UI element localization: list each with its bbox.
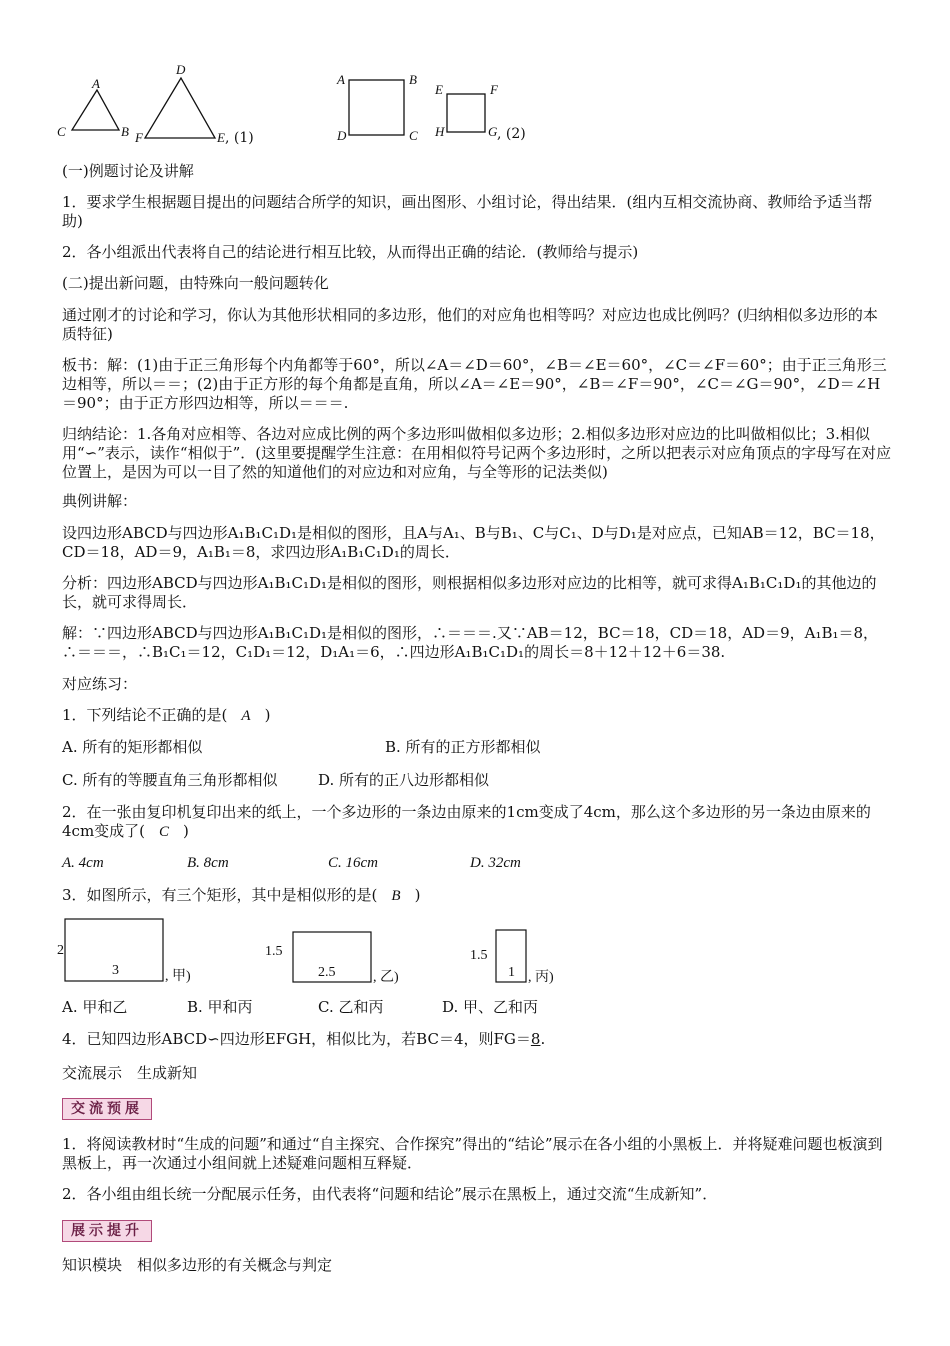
question-4 xyxy=(62,1030,892,1049)
question-3-option-d: D. 甲、乙和丙 xyxy=(442,998,539,1016)
rectangle-bing-width: 1 xyxy=(508,965,515,980)
question-3-answer: B xyxy=(391,888,401,904)
rectangle-yi-width: 2.5 xyxy=(318,965,336,980)
rectangle-yi-tag: , 乙) xyxy=(373,970,399,985)
section-heading-3: 典例讲解： xyxy=(62,492,138,510)
paragraph-6-example: 设四边形ABCD与四边形A₁B₁C₁D₁是相似的图形，且A与A₁、B与B₁、C与C₁、D与D₁是对应点，已知AB＝12，BC＝18，CD＝18，AD＝9，A₁B₁＝8，求四边形A₁B₁C₁D₁的周长． xyxy=(62,524,885,561)
question-2-option-d: D. 32cm xyxy=(470,855,521,871)
question-4-end: . xyxy=(540,1030,546,1048)
question-1-close: ) xyxy=(264,706,271,724)
label-D: D xyxy=(176,62,186,77)
paragraph-7-analysis: 分析：四边形ABCD与四边形A₁B₁C₁D₁是相似的图形，则根据相似多边形对应边的比相等，就可求得A₁B₁C₁D₁的其他边的长，就可求得周长． xyxy=(62,574,877,611)
figure-tag-1: , (1) xyxy=(225,130,254,146)
question-3-option-b: B. 甲和丙 xyxy=(187,998,253,1016)
question-2-option-b: B. 8cm xyxy=(187,855,229,871)
badge-display-improve: 展示提升 xyxy=(62,1220,152,1242)
rectangle-jia-tag: , 甲) xyxy=(165,969,191,984)
rectangle-yi-shape xyxy=(265,930,425,986)
question-1-stem: 1．下列结论不正确的是( xyxy=(62,706,228,724)
question-3-stem: 3．如图所示，有三个矩形，其中是相似形的是( xyxy=(62,886,378,904)
badge-exchange-preview: 交流预展 xyxy=(62,1098,152,1120)
question-4-text: 4．已知四边形ABCD∽四边形EFGH，相似比为，若BC＝4，则FG＝ xyxy=(62,1030,531,1048)
label-sq-D: D xyxy=(337,128,347,143)
section-heading-1: (一)例题讨论及讲解 xyxy=(62,162,194,180)
question-1-answer: A xyxy=(241,708,251,724)
question-2-option-a: A. 4cm xyxy=(62,855,104,871)
question-3-close: ) xyxy=(414,886,421,904)
paragraph-2: 2．各小组派出代表将自己的结论进行相互比较，从而得出正确的结论．(教师给与提示) xyxy=(62,243,639,261)
question-2-close: ) xyxy=(183,822,189,840)
section-heading-5: 交流展示 生成新知 xyxy=(62,1064,198,1082)
paragraph-10: 2．各小组由组长统一分配展示任务，由代表将“问题和结论”展示在黑板上，通过交流“生成新知”． xyxy=(62,1185,718,1203)
section-heading-4: 对应练习： xyxy=(62,675,138,693)
paragraph-4-board: 板书：解：(1)由于正三角形每个内角都等于60°，所以∠A＝∠D＝60°，∠B＝∠E＝60°，∠C＝∠F＝60°；由于正三角形三边相等，所以＝＝；(2)由于正方形的每个角都是直角，所以∠A＝∠E＝90°，∠B＝∠F＝90°，∠C＝∠G＝90°，∠D＝∠H＝90°；由于正方形四边相等，所以＝＝＝. xyxy=(62,356,887,412)
rectangle-bing-tag: , 丙) xyxy=(528,970,554,985)
rectangle-bing xyxy=(470,928,580,986)
question-1-option-b: B. 所有的正方形都相似 xyxy=(385,738,541,756)
section-heading-6: 知识模块 相似多边形的有关概念与判定 xyxy=(62,1256,333,1274)
paragraph-8-solution: 解：∵四边形ABCD与四边形A₁B₁C₁D₁是相似的图形，∴＝＝＝.又∵AB＝12，BC＝18，CD＝18，AD＝9，A₁B₁＝8，∴＝＝＝，∴B₁C₁＝12，C₁D₁＝12，D₁A₁＝6，∴四边形A₁B₁C₁D₁的周长＝8＋12＋12＋6＝38. xyxy=(62,624,879,661)
question-3-option-c: C. 乙和丙 xyxy=(318,998,384,1016)
label-sq-B: B xyxy=(409,72,417,87)
question-3-option-a: A. 甲和乙 xyxy=(62,998,128,1016)
rectangle-jia-width: 3 xyxy=(112,963,119,978)
figure-1 xyxy=(55,58,285,148)
label-B: B xyxy=(121,124,129,139)
question-2-stem: 2．在一张由复印机复印出来的纸上，一个多边形的一条边由原来的1cm变成了4cm，那么这个多边形的另一条边由原来的4cm变成了( xyxy=(62,803,871,840)
figure-tag-2: , (2) xyxy=(497,126,526,142)
label-sq-C: C xyxy=(409,128,418,143)
label-C: C xyxy=(57,124,66,139)
label-sq-E: E xyxy=(435,82,443,97)
rectangle-jia-shape xyxy=(55,917,215,985)
paragraph-9: 1．将阅读教材时“生成的问题”和通过“自主探究、合作探究”得出的“结论”展示在各小组的小黑板上．并将疑难问题也板演到黑板上，再一次通过小组间就上述疑难问题相互释疑． xyxy=(62,1135,883,1172)
question-1-option-c: C. 所有的等腰直角三角形都相似 xyxy=(62,771,278,789)
question-2-option-c: C. 16cm xyxy=(328,855,378,871)
label-A: A xyxy=(92,76,100,91)
question-4-answer: 8 xyxy=(530,1030,541,1048)
paragraph-5-conclusion: 归纳结论：1.各角对应相等、各边对应成比例的两个多边形叫做相似多边形；2.相似多边形对应边的比叫做相似比；3.相似用“∽”表示，读作“相似于”．(这里要提醒学生注意：在用相似符号记两个多边形时，之所以把表示对应角顶点的字母写在对应位置上，是因为可以一目了然的知道他们的对应边和对应角，与全等形的记法类似) xyxy=(62,425,892,481)
question-1-option-d: D. 所有的正八边形都相似 xyxy=(318,771,490,789)
question-3 xyxy=(62,886,892,906)
figure-2 xyxy=(335,70,555,150)
label-sq-H: H xyxy=(435,124,445,139)
rectangle-yi xyxy=(265,930,425,986)
question-2 xyxy=(62,803,892,842)
question-2-answer: C xyxy=(159,824,170,840)
paragraph-1: 1．要求学生根据题目提出的问题结合所学的知识，画出图形、小组讨论，得出结果．(组内互相交流协商、教师给予适当帮助) xyxy=(62,193,873,230)
section-heading-2: (二)提出新问题，由特殊向一般问题转化 xyxy=(62,274,329,292)
label-E: E xyxy=(217,130,225,145)
label-sq-G: G xyxy=(488,124,498,139)
rectangle-jia-height: 2 xyxy=(57,943,64,958)
rectangle-jia xyxy=(55,917,215,985)
paragraph-3: 通过刚才的讨论和学习，你认为其他形状相同的多边形，他们的对应角也相等吗？对应边也成比例吗？(归纳相似多边形的本质特征) xyxy=(62,306,878,343)
rectangle-yi-height: 1.5 xyxy=(265,944,283,959)
label-F: F xyxy=(135,130,143,145)
label-sq-A: A xyxy=(337,72,345,87)
label-sq-F: F xyxy=(490,82,498,97)
rectangle-bing-height: 1.5 xyxy=(470,948,488,963)
question-1-option-a: A. 所有的矩形都相似 xyxy=(62,738,203,756)
question-1 xyxy=(62,706,892,726)
